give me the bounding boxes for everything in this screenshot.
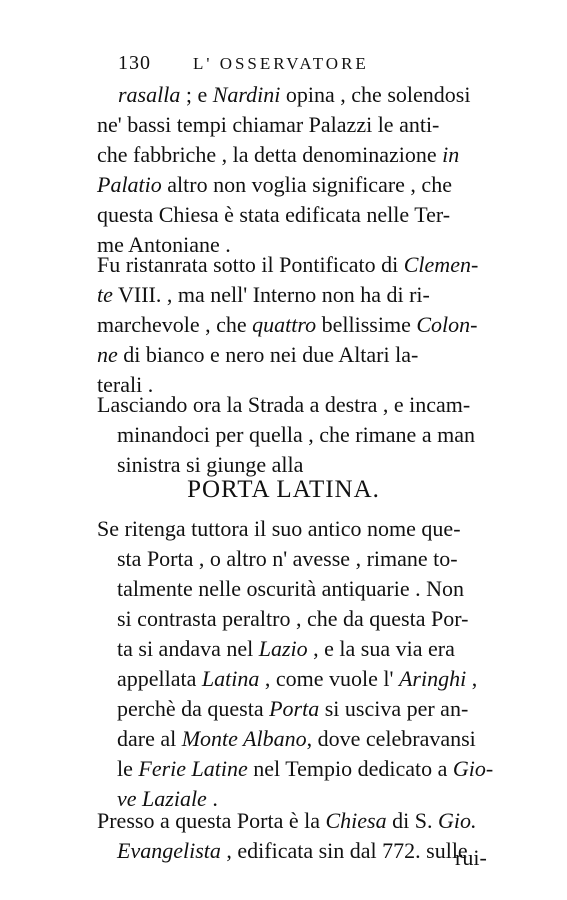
text-run: sinistra si giunge alla bbox=[117, 452, 304, 477]
catchword: rui- bbox=[455, 845, 487, 870]
italic-text: rasalla bbox=[118, 82, 181, 107]
section-heading: PORTA LATINA. bbox=[187, 476, 380, 503]
text-line bbox=[97, 516, 461, 542]
italic-text: Chiesa bbox=[325, 808, 387, 833]
italic-text: Clemen- bbox=[403, 252, 479, 277]
italic-text: Porta bbox=[269, 696, 320, 721]
page-number: 130 bbox=[118, 52, 151, 74]
text-run: le bbox=[117, 756, 139, 781]
italic-text: Palatio bbox=[97, 172, 162, 197]
text-line bbox=[118, 82, 470, 108]
text-line bbox=[97, 808, 476, 834]
text-run: , come vuole l' bbox=[259, 666, 399, 691]
text-run: che fabbriche , la detta denominazione bbox=[97, 142, 443, 167]
text-run: me Antoniane . bbox=[97, 232, 231, 257]
text-run: sta Porta , o altro n' avesse , rimane to- bbox=[117, 546, 458, 571]
text-run: , dove celebravansi bbox=[306, 726, 476, 751]
text-run: VIII. , ma nell' Interno non ha di ri- bbox=[112, 282, 430, 307]
italic-text: Gio. bbox=[437, 808, 477, 833]
text-run: ne' bassi tempi chiamar Palazzi le anti- bbox=[97, 112, 440, 137]
text-run: , e la sua via era bbox=[307, 636, 455, 661]
text-line bbox=[117, 576, 464, 602]
text-run: talmente nelle oscurità antiquarie . Non bbox=[117, 576, 464, 601]
text-run: perchè da questa bbox=[117, 696, 270, 721]
text-run: Presso a questa Porta è la bbox=[97, 808, 326, 833]
text-line bbox=[97, 112, 439, 138]
running-title: L' OSSERVATORE bbox=[193, 54, 369, 73]
text-line bbox=[97, 172, 452, 198]
italic-text: Nardini bbox=[212, 82, 281, 107]
italic-text: Lazio bbox=[258, 636, 308, 661]
italic-text: te bbox=[97, 282, 113, 307]
text-run: appellata bbox=[117, 666, 202, 691]
text-line bbox=[97, 202, 450, 228]
text-line bbox=[117, 546, 458, 572]
text-line bbox=[97, 392, 470, 418]
text-run: si usciva per an- bbox=[319, 696, 469, 721]
text-line bbox=[117, 422, 475, 448]
text-line bbox=[117, 838, 468, 864]
text-run: . bbox=[206, 786, 218, 811]
text-run: marchevole , che bbox=[97, 312, 253, 337]
italic-text: Evangelista bbox=[117, 838, 221, 863]
text-run: , bbox=[466, 666, 478, 691]
text-run: si contrasta peraltro , che da questa Por- bbox=[117, 606, 469, 631]
text-run: minandoci per quella , che rimane a man bbox=[117, 422, 475, 447]
text-line bbox=[97, 252, 478, 278]
italic-text: Aringhi bbox=[398, 666, 467, 691]
text-line bbox=[97, 312, 477, 338]
text-line bbox=[97, 342, 418, 368]
running-header bbox=[118, 52, 369, 75]
text-run: Lasciando ora la Strada a destra , e incam- bbox=[97, 392, 471, 417]
italic-text: Latina bbox=[201, 666, 260, 691]
text-line bbox=[117, 696, 468, 722]
text-run: nel Tempio dedicato a bbox=[247, 756, 453, 781]
italic-text: ve Laziale bbox=[117, 786, 207, 811]
text-run: bellissime bbox=[316, 312, 417, 337]
italic-text: Gio- bbox=[452, 756, 494, 781]
text-run: altro non voglia significare , che bbox=[161, 172, 452, 197]
text-run: di bianco e nero nei due Altari la- bbox=[117, 342, 419, 367]
text-run: questa Chiesa è stata edificata nelle Ter- bbox=[97, 202, 451, 227]
text-run: Se ritenga tuttora il suo antico nome que- bbox=[97, 516, 461, 541]
text-line bbox=[117, 606, 468, 632]
text-run: terali . bbox=[97, 372, 154, 397]
text-line bbox=[97, 282, 430, 308]
text-run: di S. bbox=[386, 808, 438, 833]
italic-text: in bbox=[442, 142, 460, 167]
text-line bbox=[117, 636, 455, 662]
text-line bbox=[117, 726, 476, 752]
text-line bbox=[117, 666, 477, 692]
italic-text: Monte Albano bbox=[181, 726, 307, 751]
text-run: opina , che solendosi bbox=[280, 82, 471, 107]
text-run: ; e bbox=[180, 82, 213, 107]
text-run: dare al bbox=[117, 726, 182, 751]
text-run: , edificata sin dal 772. sulle bbox=[220, 838, 468, 863]
italic-text: Colon- bbox=[416, 312, 478, 337]
italic-text: ne bbox=[97, 342, 118, 367]
text-line bbox=[117, 756, 493, 782]
text-run: Fu ristanrata sotto il Pontificato di bbox=[97, 252, 404, 277]
italic-text: quattro bbox=[252, 312, 317, 337]
italic-text: Ferie Latine bbox=[138, 756, 248, 781]
text-line bbox=[117, 452, 303, 478]
text-run: ta si andava nel bbox=[117, 636, 259, 661]
text-line bbox=[97, 142, 459, 168]
